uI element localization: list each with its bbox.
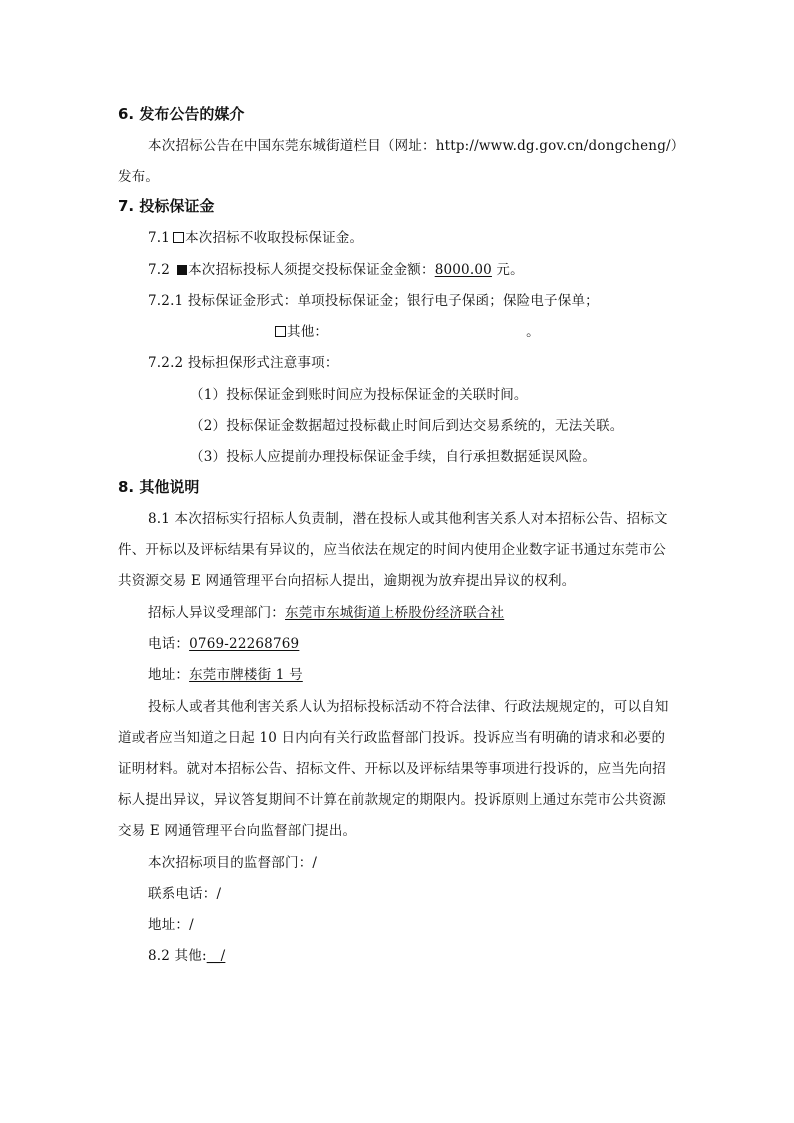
para-complaint-line-2: 道或者应当知道之日起 10 日内向有关行政监督部门投诉。投诉应当有明确的请求和必要的 [118, 730, 666, 746]
option-7-2-number: 7.2 [148, 262, 171, 278]
phone-line [148, 634, 299, 654]
phone-label: 电话： [148, 636, 190, 652]
deposit-amount: 8000.00 [434, 262, 492, 278]
address-label: 地址： [148, 667, 190, 683]
section-7-title: 7. 投标保证金 [118, 197, 215, 215]
note-1: （1）投标保证金到账时间应为投标保证金的关联时间。 [190, 387, 528, 403]
option-7-1-number: 7.1 [148, 230, 171, 246]
para-8-1-line-2: 件、开标以及评标结果有异议的，应当依法在规定的时间内使用企业数字证书通过东莞市公 [118, 542, 666, 558]
other-form-line [272, 322, 540, 342]
para-complaint-line-5: 交易 E 网通管理平台向监督部门提出。 [118, 823, 357, 839]
para-8-1-line-3: 共资源交易 E 网通管理平台向招标人提出，逾期视为放弃提出异议的权利。 [118, 573, 576, 589]
empty-checkbox-icon [173, 232, 184, 243]
address-line [148, 665, 303, 685]
option-7-1-text: 本次招标不收取投标保证金。 [185, 230, 364, 246]
note-2: （2）投标保证金数据超过投标截止时间后到达交易系统的，无法关联。 [190, 418, 624, 434]
para-complaint-line-4: 标人提出异议，异议答复期间不计算在前款规定的期限内。投诉原则上通过东莞市公共资源 [118, 792, 666, 808]
para-complaint-line-3: 证明材料。就对本招标公告、招标文件、开标以及评标结果等事项进行投诉的，应当先向招 [118, 761, 666, 777]
section-6-line-1: 本次招标公告在中国东莞东城街道栏目（网址：http://www.dg.gov.cn/dongcheng/） [148, 138, 685, 154]
para-8-1-line-1: 8.1 本次招标实行招标人负责制，潜在投标人或其他利害关系人对本招标公告、招标文 [148, 511, 668, 527]
option-7-2-text: 本次招标投标人须提交投标保证金金额： [188, 262, 435, 278]
supervisor-phone: 联系电话：/ [148, 886, 222, 902]
objection-dept-label: 招标人异议受理部门： [148, 605, 285, 621]
other-form-label: 其他： [287, 324, 329, 340]
deposit-unit: 元。 [491, 262, 524, 278]
note-3: （3）投标人应提前办理投标保证金手续，自行承担数据延误风险。 [190, 449, 597, 465]
item-8-2-value: __/ [206, 948, 226, 964]
option-7-1 [148, 228, 363, 248]
para-complaint-line-1: 投标人或者其他利害关系人认为招标投标活动不符合法律、行政法规规定的，可以自知 [148, 699, 669, 715]
empty-checkbox-icon [275, 326, 286, 337]
objection-dept-line [148, 603, 504, 623]
option-7-2 [148, 260, 524, 280]
address-value: 东莞市牌楼街 1 号 [189, 667, 303, 683]
other-form-end: 。 [526, 324, 540, 340]
item-7-2-1: 7.2.1 投标保证金形式：单项投标保证金；银行电子保函；保险电子保单； [148, 293, 599, 309]
filled-checkbox-icon [177, 265, 187, 275]
supervisor-dept: 本次招标项目的监督部门：/ [148, 855, 318, 871]
item-7-2-2: 7.2.2 投标担保形式注意事项： [148, 355, 339, 371]
section-8-title: 8. 其他说明 [118, 478, 200, 496]
item-8-2-label: 8.2 其他: [148, 948, 207, 964]
item-8-2 [148, 946, 225, 966]
objection-dept-value: 东莞市东城街道上桥股份经济联合社 [285, 605, 505, 621]
phone-value: 0769-22268769 [189, 636, 300, 652]
section-6-title: 6. 发布公告的媒介 [118, 105, 245, 123]
section-6-line-2: 发布。 [118, 169, 160, 185]
supervisor-address: 地址：/ [148, 917, 194, 933]
